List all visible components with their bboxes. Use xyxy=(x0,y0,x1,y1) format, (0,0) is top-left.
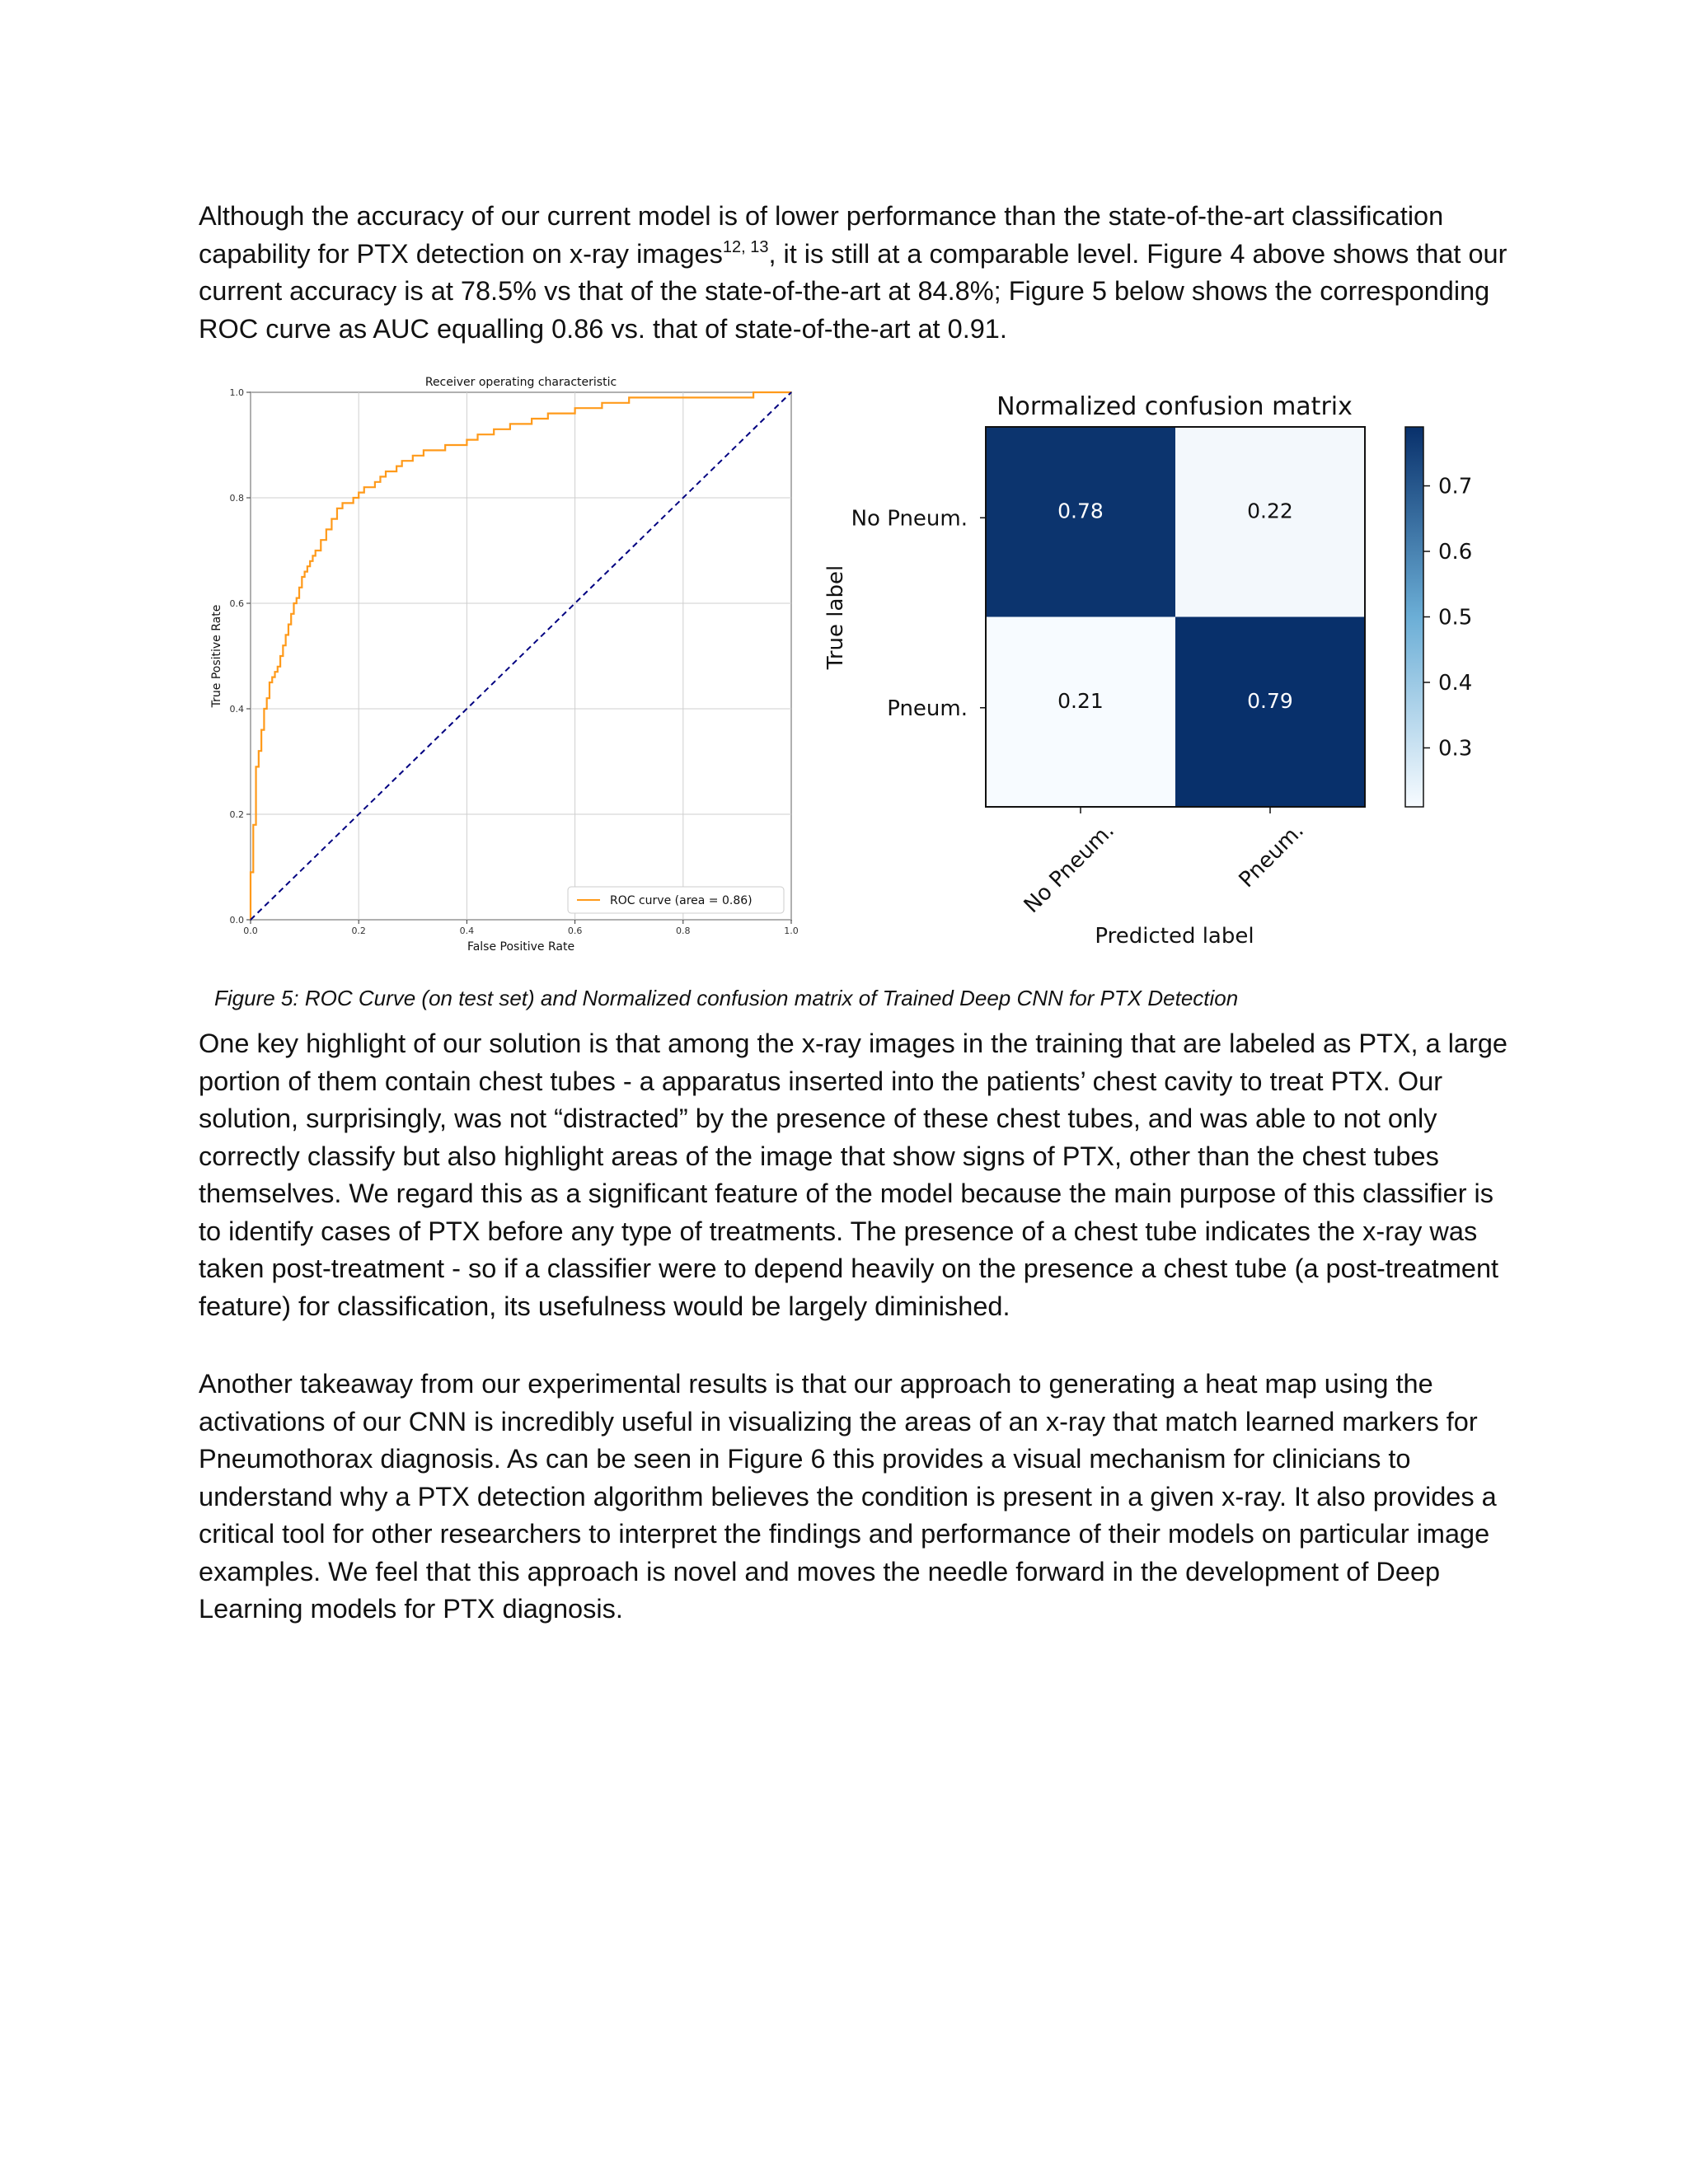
roc-ytick-label: 0.4 xyxy=(229,704,244,715)
confusion-matrix-chart xyxy=(823,392,1472,949)
roc-xtick-label: 0.6 xyxy=(567,926,583,936)
cm-xlabel: Predicted label xyxy=(1095,924,1254,949)
roc-ytick-label: 0.2 xyxy=(229,809,244,820)
roc-xtick-label: 1.0 xyxy=(784,926,799,936)
cm-cells xyxy=(986,427,1365,807)
roc-ytick-label: 0.0 xyxy=(229,915,244,926)
citation-superscript: 12, 13 xyxy=(722,237,769,256)
cm-cell-value: 0.22 xyxy=(1247,499,1293,523)
cm-row-label: No Pneum. xyxy=(851,506,968,532)
roc-chart xyxy=(210,376,799,954)
roc-ytick-label: 0.8 xyxy=(229,493,244,504)
roc-legend xyxy=(568,887,784,913)
colorbar-tick-label: 0.3 xyxy=(1438,736,1473,762)
paragraph-heat-map: Another takeaway from our experimental results is that our approach to generating a heat map using the activations of our CNN is incredibly useful in visualizing the areas of an x-ray that match learned markers for Pneumothorax diagnosis. As can be seen in Figure 6 this provides a visual mechanism for clinicians to understand why a PTX detection algorithm believes the condition is present in a given x-ray. It also provides a critical tool for other researchers to interpret the findings and performance of their models on particular image examples. We feel that this approach is novel and moves the needle forward in the development of Deep Learning models for PTX diagnosis. xyxy=(199,1369,1497,1624)
cm-title: Normalized confusion matrix xyxy=(996,392,1353,421)
colorbar-tick-label: 0.7 xyxy=(1438,474,1473,499)
roc-xtick-label: 0.8 xyxy=(676,926,691,936)
paragraph-roc-summary-text-cont: , it is still at a comparable level. Figure 4 above shows that our current accuracy is at 78.5% vs that of the state-of-the-art at 84.8%; Figure 5 below shows the corresponding ROC curve as AUC equalling 0.86 vs. that of state-of-the-art at 0.91. xyxy=(199,238,1507,344)
cm-cell-value: 0.79 xyxy=(1247,688,1293,713)
roc-xlabel: False Positive Rate xyxy=(467,940,575,954)
roc-title: Receiver operating characteristic xyxy=(424,376,617,389)
cm-ylabel: True label xyxy=(823,565,848,670)
figure-5 xyxy=(0,0,1688,989)
roc-xtick-label: 0.4 xyxy=(459,926,475,936)
roc-ytick-label: 0.6 xyxy=(229,598,244,609)
roc-xtick-label: 0.0 xyxy=(243,926,258,936)
figure-caption: Figure 5: ROC Curve (on test set) and Normalized confusion matrix of Trained Deep CNN for PTX Detection xyxy=(214,986,1239,1010)
colorbar-tick-label: 0.4 xyxy=(1438,670,1473,696)
roc-ylabel: True Positive Rate xyxy=(210,604,223,708)
paragraph-roc-summary-text: Although the accuracy of our current model is of lower performance than the state-of-the-art classification capability for PTX detection on x-ray images xyxy=(199,201,1444,269)
cm-cell-value: 0.78 xyxy=(1057,499,1104,523)
roc-legend-label: ROC curve (area = 0.86) xyxy=(610,894,753,907)
cm-col-label: No Pneum. xyxy=(1019,818,1119,918)
roc-ytick-label: 1.0 xyxy=(229,387,244,398)
roc-xtick-label: 0.2 xyxy=(351,926,366,936)
colorbar-ticks xyxy=(1423,475,1472,762)
cm-cell-value: 0.21 xyxy=(1057,688,1104,713)
colorbar-tick-label: 0.6 xyxy=(1438,540,1473,565)
paragraph-chest-tubes: One key highlight of our solution is that among the x-ray images in the training that are labeled as PTX, a large portion of them contain chest tubes - a apparatus inserted into the patients’ chest cavity to treat PTX. Our solution, surprisingly, was not “distracted” by the presence of these chest tubes, and was able to not only correctly classify but also highlight areas of the image that show signs of PTX, other than the chest tubes themselves. We regard this as a significant feature of the model because the main purpose of this classifier is to identify cases of PTX before any type of treatments. The presence of a chest tube indicates the x-ray was taken post-treatment - so if a classifier were to depend heavily on the presence a chest tube (a post-treatment feature) for classification, its usefulness would be largely diminished. xyxy=(199,1029,1507,1321)
cm-row-label: Pneum. xyxy=(887,696,968,721)
cm-col-label: Pneum. xyxy=(1234,818,1309,893)
colorbar xyxy=(1405,427,1423,807)
colorbar-tick-label: 0.5 xyxy=(1438,605,1473,630)
